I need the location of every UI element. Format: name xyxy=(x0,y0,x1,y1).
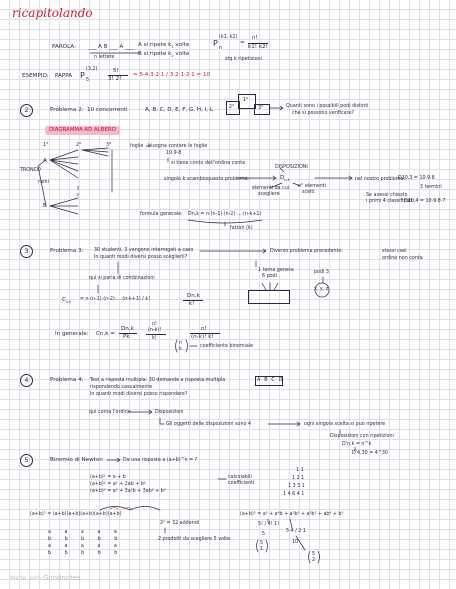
addendi-count: 2⁵ = 32 addendi xyxy=(160,521,200,526)
c-formula-expansion: = n·(n-1)·(n-2)·...·(n-k+1) / k! xyxy=(80,297,151,302)
compare-ordine: ordine non conta xyxy=(382,256,423,261)
conta-ordine: qui conta l'ordine xyxy=(89,410,131,415)
gen-frac1-den: Pk xyxy=(123,334,130,340)
intro-formula-sub: n xyxy=(219,46,223,51)
section-4-number: 4 xyxy=(20,374,33,387)
example-den: 3! 2! xyxy=(108,76,122,82)
problem4-text2: rispondendo casualmente xyxy=(90,385,153,390)
fattori-label: fattori (k) xyxy=(230,226,253,231)
disp-rip-2: D'n,k = n^k xyxy=(342,442,372,447)
right-frac: 5! / 4! 1! xyxy=(258,522,280,527)
section-2-number: 2 xyxy=(20,104,33,117)
example-result: = 5·4·3·2·1 / 3·2·1·2·1 = 10 xyxy=(133,72,211,78)
ogni-scelta: ogni singola scelta si puo ripetere xyxy=(304,422,386,427)
formula-generale-label: formula generale: xyxy=(140,212,183,217)
formula-generale: Dn,k = n·(n-1)·(n-2)·...·(n-k+1) xyxy=(188,212,262,217)
tartaglia-r2: 1 2 1 xyxy=(292,476,305,481)
binomio-eq2: (a+b)² = a² + 2ab + b² xyxy=(90,482,146,487)
problem3-text1: 30 studenti, 3 vengono interrogati a caso xyxy=(94,248,194,253)
intro-formula-num: n! xyxy=(252,35,258,41)
gen-lhs: Cn,k = xyxy=(96,331,115,337)
col-a-2: a a a a a xyxy=(48,544,123,549)
intro-a-ripete: A si ripete $k_1$ volte xyxy=(138,42,190,50)
binomio-eq1: (a+b)¹ = a + b xyxy=(90,475,126,480)
podium-first: 1° xyxy=(238,94,256,109)
expand-product: (a+b)⁵ = (a+b)(a+b)(a+b)(a+b)(a+b) xyxy=(30,512,122,517)
d-result-2: D10,4 = 10·9·8·7 xyxy=(404,199,446,204)
example-p: P xyxy=(80,71,85,80)
example-num: 5! xyxy=(113,68,119,74)
section-5-number: 5 xyxy=(20,454,33,467)
podium-third: 3° xyxy=(254,104,270,115)
tartaglia-r3: 1 3 3 1 xyxy=(288,484,305,489)
right-frac2: 5·4 / 2·1 xyxy=(286,529,306,534)
right-ten: 10 xyxy=(292,540,299,545)
terna-xyz: x, y, z xyxy=(314,287,329,292)
nel-nostro-problema: nel nostro problema: xyxy=(355,177,405,182)
terna-genera: 1 terna genera xyxy=(258,268,294,273)
tree-rami: rami xyxy=(38,180,49,185)
problem3-label: Problema 3: xyxy=(50,248,84,254)
binom-right-bot2: 2 xyxy=(312,558,316,563)
gen-frac2-den: (n-k)! xyxy=(148,328,162,333)
problem4-text3: In quanti modi diversi posso rispondere? xyxy=(90,392,188,397)
tree-header-1: 1° xyxy=(43,143,49,148)
binomio-question: Da una risposta a (a+b)^n = ? xyxy=(123,458,198,463)
intro-formula-sup: (k1, k2) xyxy=(219,35,238,40)
col-b-1: b b b b b xyxy=(48,537,124,542)
se-avessi-2: i primi 4 classificati: xyxy=(366,199,414,204)
d-symbol: $D_{n,k}$ xyxy=(280,175,290,183)
tree-tronco: TRONCO xyxy=(20,168,41,173)
problem3-text2: In quanti modi diversi posso sceglierli? xyxy=(94,255,188,260)
binomio-eq3: (a+b)³ = a³ + 3a²b + 3ab² + b³ xyxy=(90,489,166,494)
binom-right-top: 5 xyxy=(260,541,264,546)
col-a-1: a a a a a xyxy=(48,530,123,535)
n-elementi-2: scelti xyxy=(302,190,315,195)
tree-header-3: 3° xyxy=(106,143,112,148)
disp-rip-3: D'4,30 = 4^30 xyxy=(352,451,388,456)
right-expand: (a+b)⁵ = a⁵ + a⁴b + a³b² + a²b³ + ab⁴ + b⁵ xyxy=(240,512,344,517)
tartaglia-r4: 1 4 6 4 1 xyxy=(283,492,305,497)
order-matters: si tiene conto dell'ordine conta xyxy=(171,161,246,166)
problem2-text: 10 concorrenti xyxy=(87,107,128,113)
compare-stessi: stessi casi xyxy=(382,249,407,254)
problem2-label: Problema 2: xyxy=(50,107,84,113)
foglie-label: foglie xyxy=(130,144,144,149)
gen-frac3-num: n! xyxy=(201,326,207,332)
tree-node-b: B xyxy=(43,203,47,209)
intro-formula-p: P xyxy=(213,39,218,48)
prodotti-scelta: 2 prodotti da scegliere 5 volte xyxy=(158,537,231,542)
intro-formula-eq: = xyxy=(240,40,245,46)
n-elementi-1: n° elementi xyxy=(298,184,327,189)
d-frac-num: Dn,k xyxy=(187,293,200,299)
singolo-scambio: singolo k scambio xyxy=(164,177,208,182)
example-word: PAPPA xyxy=(55,73,73,79)
in-generale-label: In generale: xyxy=(55,331,89,337)
c-formula: $C_{n,k}$ xyxy=(62,297,72,305)
binom-right-top2: 5 xyxy=(312,552,316,557)
section-3-number: 3 xyxy=(20,245,33,258)
oggetti-quattro: Gli oggetti delle disposizioni sono 4 xyxy=(166,422,251,427)
example-sub: 5 xyxy=(86,78,90,83)
problem4-text1: Test a risposta multipla: 30 domande a risposta multipla xyxy=(90,378,226,383)
binom-label: coefficiente binomiale xyxy=(200,344,254,349)
intro-ripetizioni: stq k ripetizioni xyxy=(225,57,262,62)
problem4-label: Problema 4: xyxy=(50,377,84,383)
intro-parola-label: PAROLA: xyxy=(52,44,76,50)
example-label: ESEMPIO: xyxy=(22,73,49,79)
disposizioni-label: DISPOSIZIONI xyxy=(275,165,308,170)
intro-b-ripete: B si ripete $k_2$ volte xyxy=(138,51,190,59)
binom-right-bot: 1 xyxy=(260,547,264,552)
combinazioni-label: qui si parla di combinazioni xyxy=(89,276,155,281)
col-b-2: b b b b b xyxy=(48,551,124,556)
page-title: ricapitolando xyxy=(12,6,93,20)
binom-bot: k xyxy=(179,347,182,352)
foglie-count: 10·9·8 xyxy=(166,151,182,156)
coefficienti: coefficienti xyxy=(228,481,255,486)
binomio-label: Binomio di Newton xyxy=(50,457,103,463)
diagram-badge: DIAGRAMMA AD ALBERO xyxy=(45,126,120,135)
gen-frac2-num: n! xyxy=(152,322,157,327)
watermark: Made with Goodnotes xyxy=(10,574,81,582)
sei-podi: 6 podi xyxy=(262,274,277,279)
right-five: 5 xyxy=(262,532,266,537)
answer-boxes: A B C D xyxy=(257,378,284,383)
problem2-question2: che si possono verificare? xyxy=(292,111,354,116)
podi-3: podi 3 xyxy=(314,270,329,275)
questo-problema: questo problema: xyxy=(207,177,250,182)
se-avessi-1: Se avessi chiesto xyxy=(366,193,408,198)
disposizioni: Disposizioni xyxy=(155,410,184,415)
problem2-question1: Quanti sono i possibili podi distinti xyxy=(286,104,369,109)
problem2-letters: A, B, C, D, E, F, G, H, I, L xyxy=(145,107,213,113)
binom-top: n xyxy=(179,341,183,346)
intro-formula-den: k1! k2! xyxy=(248,44,268,50)
elem-scegliere-2: scegliere xyxy=(258,192,280,197)
calcolabili: calcolabili xyxy=(228,475,252,480)
tartaglia-r1: 1 1 xyxy=(296,468,304,473)
elem-scegliere-1: elementi da cui xyxy=(252,186,290,191)
tre-termini: 3 termini xyxy=(420,185,442,190)
tree-node-a: A xyxy=(43,158,47,164)
gen-frac2-bottom: k! xyxy=(152,336,157,341)
gen-frac1-num: Dn,k xyxy=(121,326,134,332)
compare-diverso: Diverso problema precedente: xyxy=(270,249,343,254)
gen-frac3-den: (n-k)! k! xyxy=(191,334,214,340)
intro-parola-word: ___ A B ___ A ___ xyxy=(88,44,134,50)
foglie-note: bisogna contare le foglie xyxy=(148,144,208,149)
tree-header-2: 2° xyxy=(76,143,82,148)
podium-second: 2° xyxy=(226,101,240,115)
intro-n-lettere: n lettere xyxy=(94,55,115,60)
example-sup: (3,2) xyxy=(86,67,98,72)
disp-rip-1: Disposizioni con ripetizioni xyxy=(330,434,394,439)
d-frac-den: k! xyxy=(189,301,195,307)
d-result-1: D10,3 = 10·9·8 xyxy=(398,176,435,181)
